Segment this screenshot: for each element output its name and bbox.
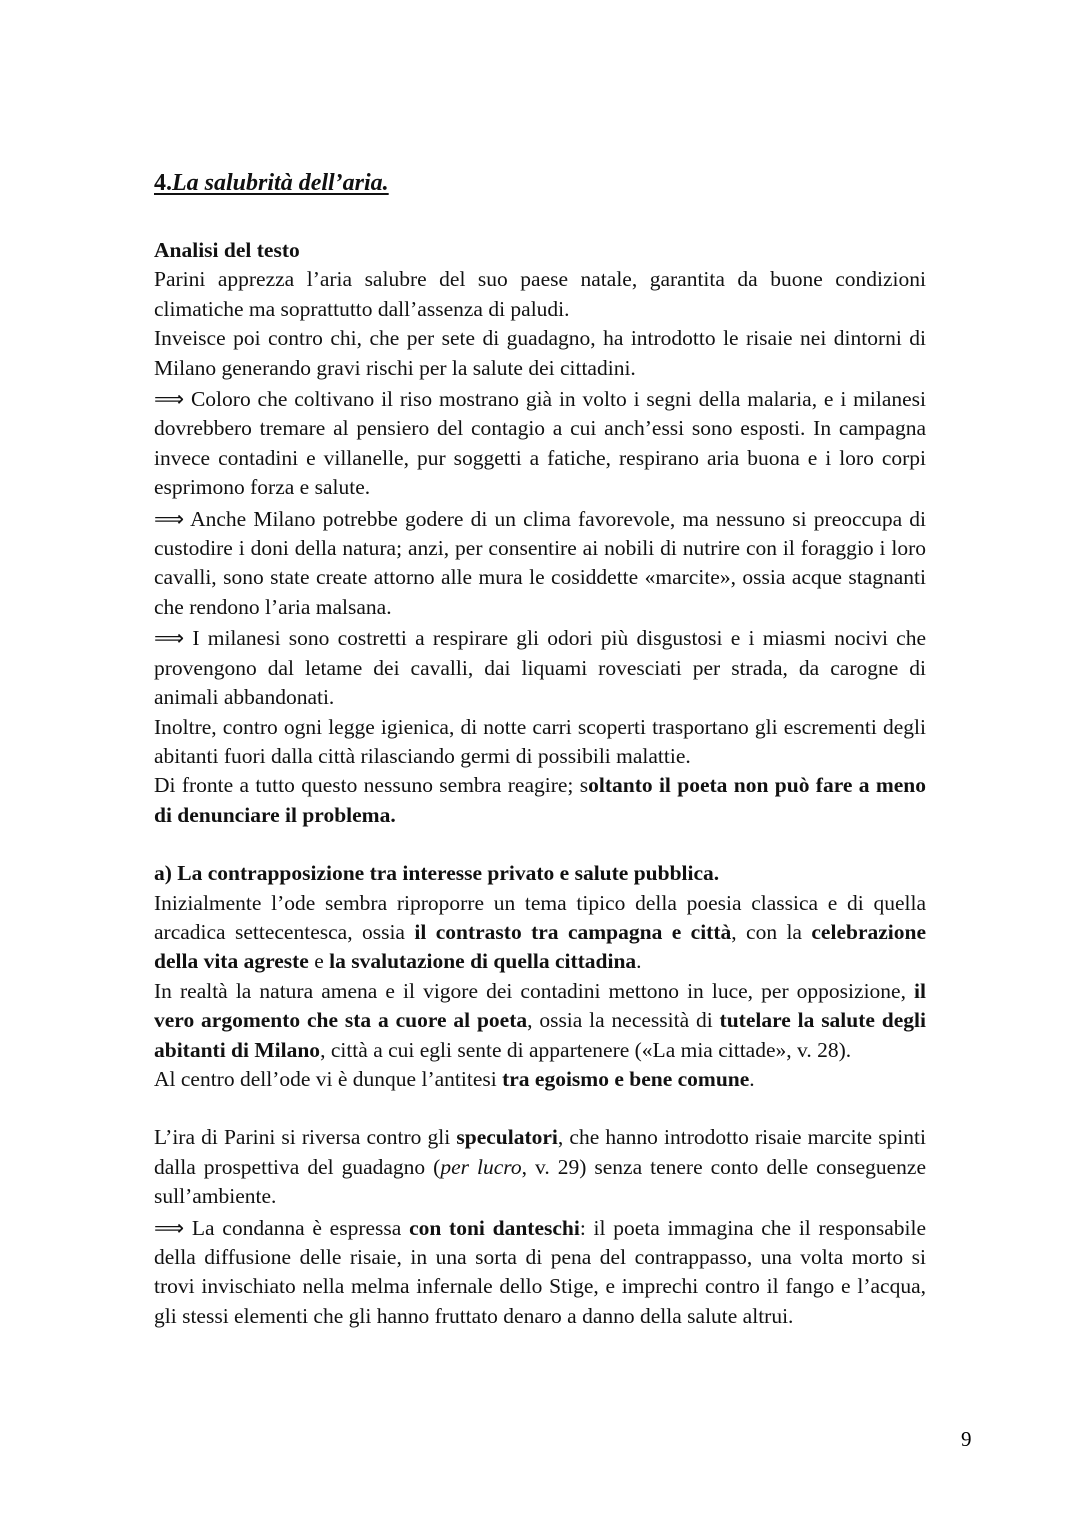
arrow-point-text: Coloro che coltivano il riso mostrano già in volto i segni della malaria, e i milanesi dovrebbero tremare al pensiero del contagio a cui anch’essi sono esposti. In campagna invece contadini e villanelle, pur soggetti a fatiche, respirano aria buona e i loro corpi esprimono forza e salute. [154,387,926,500]
arrow-point-text: Anche Milano potrebbe godere di un clima favorevole, ma nessuno si preoccupa di custodire i doni della natura; anzi, per consentire ai nobili di nutrire con il foraggio i loro cavalli, sono state create attorno alle mura le cosiddette «marcite», ossia acque stagnanti che rendono l’aria malsana. [154,506,926,619]
section-a-arrow-point [154,1214,926,1332]
section-number: 4. [154,170,172,196]
text-run: In realtà la natura amena e il vigore dei contadini mettono in luce, per opposizione, [154,978,915,1003]
section-a-paragraph-2 [154,977,926,1065]
analysis-paragraph-1: Parini apprezza l’aria salubre del suo paese natale, garantita da buone condizioni climatiche ma soprattutto dall’assenza di paludi. [154,267,926,321]
bold-text-run: speculatori [456,1125,558,1150]
italic-text-run: per lucro [440,1154,522,1179]
text-run: , ossia la necessità di [527,1008,720,1033]
bold-text-run: il contrasto tra campagna e città [414,919,732,944]
page-number: 9 [961,1427,972,1451]
analysis-paragraph-3: Inoltre, contro ogni legge igienica, di notte carri scoperti trasportano gli escrementi degli abitanti fuori dalla città rilasciando germi di possibili malattie. [154,714,926,768]
text-run: L’ira di Parini si riversa contro gli [154,1125,457,1150]
section-title [154,166,926,200]
bold-text-run: con toni danteschi [409,1215,580,1240]
text-run: , che hanno introdotto risaie marcite spinti dalla prospettiva del guadagno ( [154,1125,926,1179]
analysis-arrow-point-2 [154,505,926,623]
bold-text-run: tutelare la salute degli abitanti di Milano [154,1008,926,1062]
long-double-right-arrow-icon: ⟹ [154,387,185,412]
section-a-paragraph-4 [154,1123,926,1211]
text-run: , v. 29) senza tenere conto delle conseguenze sull’ambiente. [154,1154,927,1209]
document-page [154,166,926,1331]
analysis-arrow-point-3 [154,624,926,712]
bold-text-run: celebrazione della vita agreste [154,919,927,974]
analysis-arrow-point-1 [154,385,926,503]
bold-text-run: tra egoismo e bene comune [502,1066,750,1091]
text-run: : il poeta immagina che il responsabile della diffusione delle risaie, in una sorta di pena del contrappasso, una volta morto si trovi invischiato nella melma infernale dello Stige, e imprechi contro il fango e l’acqua, gli stessi elementi che gli hanno fruttato denaro a danno della salute altrui. [154,1215,926,1328]
text-run: , città a cui egli sente di appartenere («La mia cittade», v. 28). [320,1037,852,1062]
arrow-point-text: I milanesi sono costretti a respirare gli odori più disgustosi e i miasmi nocivi che provengono dal letame dei cavalli, dai liquami rovesciati per strada, da carogne di animali abbandonati. [154,626,927,710]
analysis-paragraph-4 [154,771,926,830]
long-double-right-arrow-icon: ⟹ [154,506,185,531]
section-title-text: La salubrità dell’aria. [172,170,389,196]
text-run: , con la [731,919,812,944]
section-a-paragraph-3 [154,1065,926,1094]
text-run: . [636,949,642,974]
text-run: e [308,949,330,974]
text-run: . [749,1066,755,1091]
text-run: Al centro dell’ode vi è dunque l’antitesi [154,1066,503,1091]
bold-text-run: la svalutazione di quella cittadina [329,949,637,974]
bold-text-run: il vero argomento che sta a cuore al poeta [154,978,926,1033]
text-run: Inizialmente l’ode sembra riproporre un tema tipico della poesia classica e di quella arcadica settecentesca, ossia [154,890,926,944]
text-run: Di fronte a tutto questo nessuno sembra reagire; s [154,773,589,798]
section-a-paragraph-1 [154,889,926,977]
long-double-right-arrow-icon: ⟹ [154,1215,185,1240]
long-double-right-arrow-icon: ⟹ [154,626,185,651]
analysis-paragraph-2: Inveisce poi contro chi, che per sete di guadagno, ha introdotto le risaie nei dintorni di Milano generando gravi rischi per la salute dei cittadini. [154,326,926,380]
text-run: La condanna è espressa [191,1215,410,1240]
bold-text-run: oltanto il poeta non può fare a meno di denunciare il problema. [154,773,927,827]
analysis-heading: Analisi del testo [154,238,300,262]
section-a-heading: a) La contrapposizione tra interesse privato e salute pubblica. [154,861,720,886]
